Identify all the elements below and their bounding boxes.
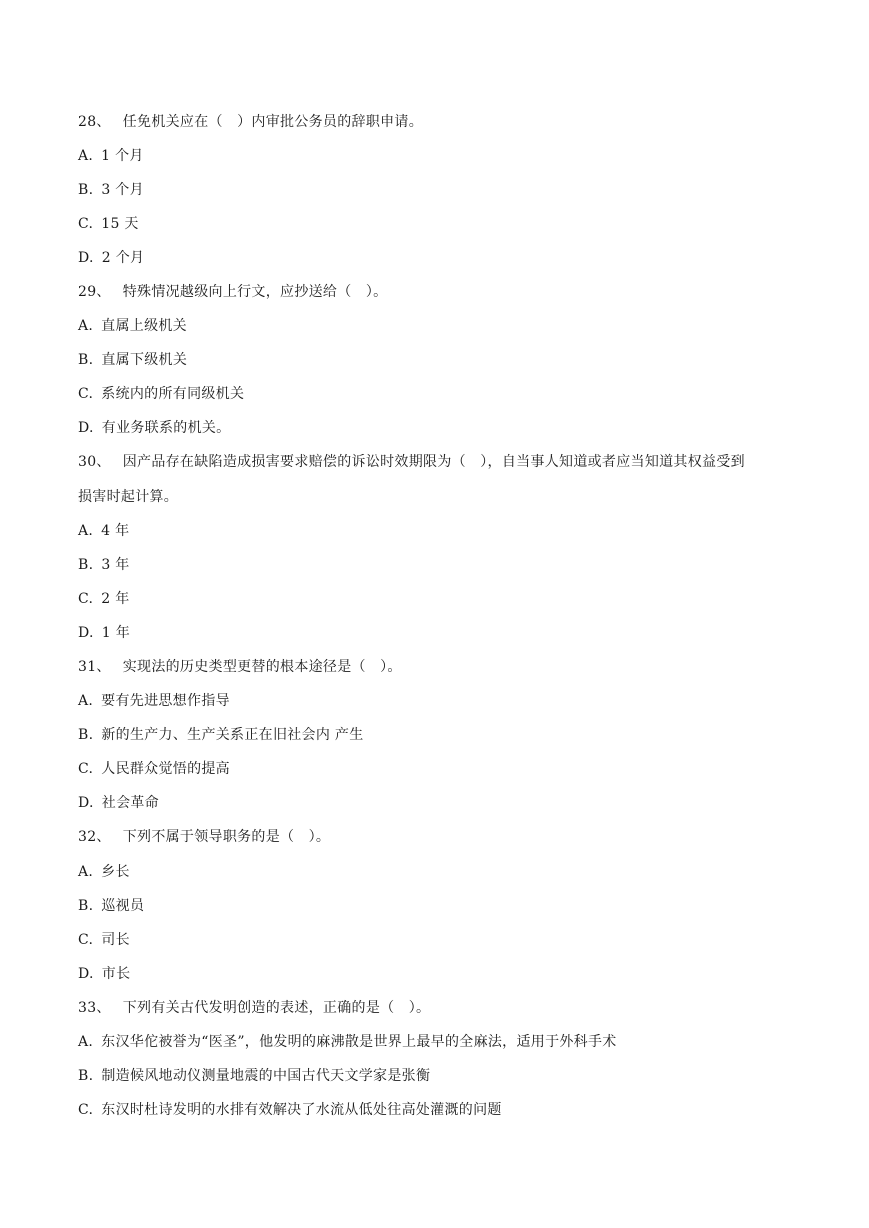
question-30 (78, 453, 745, 471)
option-32-a (78, 863, 130, 881)
option-29-c (78, 385, 244, 403)
option-29-a (78, 317, 187, 335)
question-number: 30、 (78, 454, 111, 470)
question-30-continuation (78, 488, 178, 506)
option-letter: C. (78, 591, 94, 607)
option-text: 1 个月 (101, 148, 144, 164)
option-32-d (78, 965, 130, 983)
option-text: 系统内的所有同级机关 (101, 386, 245, 402)
option-letter: A. (78, 523, 94, 539)
question-28 (78, 113, 423, 131)
option-letter: B. (78, 352, 94, 368)
option-33-b (78, 1067, 430, 1085)
option-text: 新的生产力、生产关系正在旧社会内 产生 (101, 727, 364, 743)
option-letter: B. (78, 898, 94, 914)
option-30-b (78, 556, 130, 574)
question-text: 下列不属于领导职务的是（ ）。 (122, 829, 331, 845)
option-28-a (78, 147, 144, 165)
option-letter: C. (78, 216, 94, 232)
option-letter: D. (78, 795, 94, 811)
option-30-d (78, 624, 130, 642)
option-text: 要有先进思想作指导 (101, 693, 230, 709)
option-letter: C. (78, 386, 94, 402)
question-number: 29、 (78, 284, 111, 300)
option-text: 巡视员 (101, 898, 145, 914)
option-28-b (78, 181, 144, 199)
option-29-b (78, 351, 187, 369)
option-31-c (78, 760, 230, 778)
option-text: 15 天 (101, 216, 139, 232)
option-letter: A. (78, 148, 94, 164)
option-30-c (78, 590, 130, 608)
option-letter: A. (78, 1034, 94, 1050)
option-text: 市长 (101, 966, 131, 982)
option-32-c (78, 931, 130, 949)
option-text: 1 年 (101, 625, 131, 641)
question-number: 31、 (78, 659, 111, 675)
option-letter: D. (78, 625, 94, 641)
option-text: 东汉时杜诗发明的水排有效解决了水流从低处往高处灌溉的问题 (101, 1102, 502, 1118)
option-text: 制造候风地动仪测量地震的中国古代天文学家是张衡 (101, 1068, 431, 1084)
option-30-a (78, 522, 129, 540)
question-text: 实现法的历史类型更替的根本途径是（ ）。 (122, 659, 402, 675)
option-letter: B. (78, 1068, 94, 1084)
option-text: 3 个月 (101, 182, 144, 198)
option-text: 3 年 (101, 557, 130, 573)
option-33-a (78, 1033, 617, 1051)
option-letter: D. (78, 420, 94, 436)
option-text: 司长 (101, 932, 130, 948)
option-text: 直属下级机关 (101, 352, 188, 368)
option-text: 2 年 (101, 591, 130, 607)
question-33 (78, 999, 430, 1017)
option-31-a (78, 692, 230, 710)
question-number: 32、 (78, 829, 111, 845)
option-29-d (78, 419, 230, 437)
question-number: 28、 (78, 114, 111, 130)
option-letter: D. (78, 250, 94, 266)
option-letter: A. (78, 693, 94, 709)
question-32 (78, 828, 330, 846)
question-text: 任免机关应在（ ）内审批公务员的辞职申请。 (122, 114, 424, 130)
option-text: 人民群众觉悟的提高 (101, 761, 230, 777)
option-letter: B. (78, 727, 94, 743)
option-letter: C. (78, 932, 94, 948)
question-31 (78, 658, 402, 676)
option-32-b (78, 897, 144, 915)
option-letter: B. (78, 557, 94, 573)
question-number: 33、 (78, 1000, 111, 1016)
question-text-continued: 损害时起计算。 (78, 489, 179, 505)
option-31-d (78, 794, 159, 812)
question-text: 特殊情况越级向上行文，应抄送给（ ）。 (122, 284, 388, 300)
option-31-b (78, 726, 364, 744)
option-letter: C. (78, 1102, 94, 1118)
option-text: 2 个月 (101, 250, 145, 266)
option-letter: A. (78, 864, 94, 880)
question-29 (78, 283, 387, 301)
option-letter: C. (78, 761, 94, 777)
option-letter: A. (78, 318, 94, 334)
option-text: 4 年 (101, 523, 130, 539)
option-letter: B. (78, 182, 94, 198)
option-text: 直属上级机关 (101, 318, 187, 334)
option-33-c (78, 1101, 502, 1119)
option-text: 社会革命 (101, 795, 159, 811)
option-letter: D. (78, 966, 94, 982)
option-28-d (78, 249, 144, 267)
option-28-c (78, 215, 139, 233)
option-text: 乡长 (101, 864, 130, 880)
option-text: 东汉华佗被誉为“医圣”，他发明的麻沸散是世界上最早的全麻法，适用于外科手术 (101, 1034, 617, 1050)
question-text: 下列有关古代发明创造的表述，正确的是（ ）。 (122, 1000, 431, 1016)
question-text: 因产品存在缺陷造成损害要求赔偿的诉讼时效期限为（ ），自当事人知道或者应当知道其权益受到 (122, 454, 745, 470)
option-text: 有业务联系的机关。 (101, 420, 231, 436)
